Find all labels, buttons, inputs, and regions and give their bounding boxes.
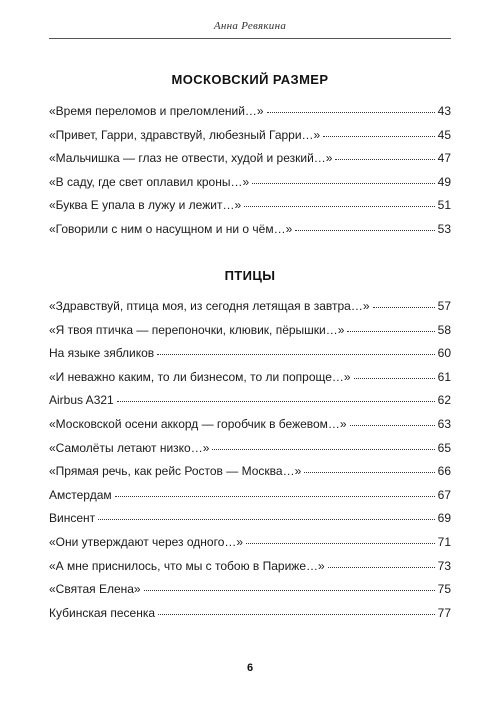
toc-entry [49,416,451,440]
toc-entry [49,345,451,369]
toc-entry [49,197,451,221]
toc-entry [49,322,451,346]
toc-entry-page: 47 [437,151,451,166]
toc-entry [49,581,451,605]
toc-entry-page: 60 [437,346,451,361]
dot-leader [354,378,435,379]
dot-leader [144,590,435,591]
toc-entry-title: «Прямая речь, как рейс Ростов — Москва…» [49,464,302,479]
toc-entry-page: 69 [437,511,451,526]
toc-entry-title: «Буква Е упала в лужу и лежит…» [49,198,242,213]
toc-entry-title: «Здравствуй, птица моя, из сегодня летящая в завтра…» [49,299,370,313]
toc-entry-title: «В саду, где свет оплавил кроны…» [49,174,250,189]
toc-entry-title: Кубинская песенка [49,605,156,620]
header-rule [49,38,451,39]
toc-entry-page: 77 [437,605,451,620]
section-title-moskovsky-razmer: МОСКОВСКИЙ РАЗМЕР [171,72,329,87]
toc-entry-title: «Привет, Гарри, здравствуй, любезный Гарри…» [49,127,321,142]
toc-entry-page: 65 [437,440,451,455]
dot-leader [244,206,435,207]
toc-entry [49,392,451,416]
toc-entry-page: 57 [437,299,451,313]
toc-entry-title: На языке зябликов [49,346,155,361]
dot-leader [323,136,434,137]
toc-entry-title: «Я твоя птичка — перепоночки, клювик, пёрышки…» [49,322,345,337]
toc-entry-title: «А мне приснилось, что мы с тобою в Париже…» [49,558,325,573]
dot-leader [328,567,435,568]
toc-entry-title: «Мальчишка — глаз не отвести, худой и резкий…» [49,151,333,166]
toc-entry-page: 75 [437,582,451,597]
toc-entry-title: «Они утверждают через одного…» [49,534,244,549]
toc-entry [49,463,451,487]
toc-entry [49,127,451,151]
dot-leader [157,354,434,355]
toc-entry-page: 66 [437,464,451,479]
dot-leader [246,543,435,544]
toc-entry-page: 67 [437,487,451,502]
dot-leader [158,614,435,615]
dot-leader [350,425,435,426]
dot-leader [295,230,434,231]
toc-entry-page: 61 [437,369,451,384]
dot-leader [267,112,435,113]
toc-entry-title: «И неважно каким, то ли бизнесом, то ли попроще…» [49,369,351,384]
toc-entry-page: 71 [437,534,451,549]
toc-entry [49,440,451,464]
toc-entry-page: 73 [437,558,451,573]
toc-entry [49,221,451,245]
toc-entry-title: «Московской осени аккорд — горобчик в бежевом…» [49,416,347,431]
dot-leader [304,472,434,473]
toc-entry-page: 45 [437,127,451,142]
dot-leader [98,519,435,520]
dot-leader [115,496,435,497]
toc-entry [49,103,451,127]
toc-entry-page: 53 [437,221,451,236]
dot-leader [252,183,435,184]
toc-entry-title: Винсент [49,511,96,526]
toc-entry [49,558,451,582]
toc-entry-page: 43 [437,104,451,118]
toc-list-moskovsky-razmer [49,103,451,245]
toc-entry-title: Airbus A321 [49,393,114,408]
page-number: 6 [246,662,254,674]
toc-entry [49,605,451,629]
dot-leader [117,401,435,402]
toc-entry-title: «Время переломов и преломлений…» [49,104,264,118]
toc-entry-page: 49 [437,174,451,189]
toc-entry-title: «Святая Елена» [49,582,141,597]
dot-leader [373,307,435,308]
toc-entry-page: 62 [437,393,451,408]
section-title-ptitsy: ПТИЦЫ [224,268,276,283]
toc-entry [49,487,451,511]
toc-entry [49,150,451,174]
toc-entry-title: «Самолёты летают низко…» [49,440,210,455]
toc-entry-page: 51 [437,198,451,213]
toc-entry [49,174,451,198]
dot-leader [212,449,434,450]
toc-entry [49,298,451,322]
toc-entry-page: 63 [437,416,451,431]
toc-entry [49,369,451,393]
toc-entry [49,510,451,534]
running-head: Анна Ревякина [213,20,287,32]
toc-entry-title: «Говорили с ним о насущном и ни о чём…» [49,221,293,236]
toc-entry [49,534,451,558]
dot-leader [347,331,434,332]
toc-list-ptitsy [49,298,451,628]
toc-entry-page: 58 [437,322,451,337]
dot-leader [335,159,434,160]
toc-entry-title: Амстердам [49,487,112,502]
